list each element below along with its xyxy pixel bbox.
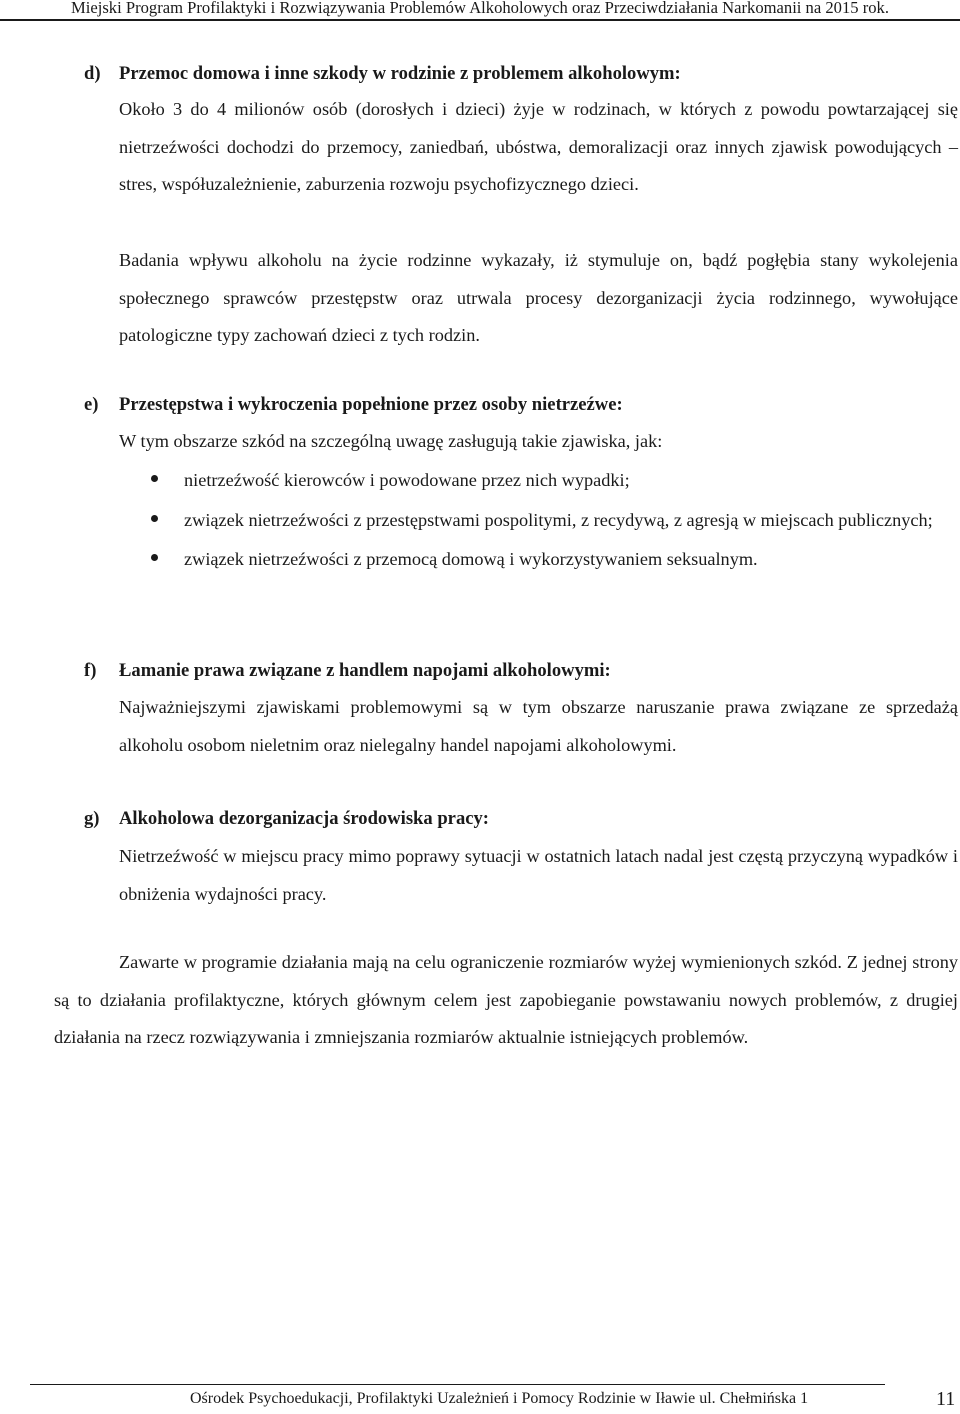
section-e-heading (84, 394, 623, 416)
section-d-heading (84, 63, 681, 85)
bullet-text: związek nietrzeźwości z przestępstwami pospolitymi, z recydywą, z agresją w miejscach publicznych; (184, 509, 933, 530)
section-e-bullet-list (119, 462, 958, 581)
bullet-icon (151, 554, 158, 561)
section-d-paragraph-1: Około 3 do 4 milionów osób (dorosłych i dzieci) żyje w rodzinach, w których z powodu powtarzającej się nietrzeźwości dochodzi do przemocy, zaniedbań, ubóstwa, demoralizacji oraz innych zjawisk powodujących – stres, współuzależnienie, zaburzenia rozwoju psychofizycznego dzieci. (119, 99, 958, 194)
list-item (119, 462, 958, 500)
section-e-letter: e) (84, 394, 99, 415)
closing-paragraph: Zawarte w programie działania mają na celu ograniczenie rozmiarów wyżej wymienionych szkód. Z jednej strony są to działania profilaktyczne, których głównym celem jest zapobieganie powstawaniu nowych problemów, z drugiej działania na rzecz rozwiązywania i zmniejszania rozmiarów aktualnie istniejących problemów. (54, 952, 958, 1047)
footer-text: Ośrodek Psychoedukacji, Profilaktyki Uzależnień i Pomocy Rodzinie w Iławie ul. Chełmińska 1 (190, 1390, 809, 1407)
page-number: 11 (936, 1388, 956, 1410)
section-g-heading (84, 808, 489, 830)
bullet-icon (151, 515, 158, 522)
section-e-intro: W tym obszarze szkód na szczególną uwagę zasługują takie zjawiska, jak: (119, 431, 663, 451)
bullet-icon (151, 475, 158, 482)
section-d-paragraph-2: Badania wpływu alkoholu na życie rodzinne wykazały, iż stymuluje on, bądź pogłębia stany wykolejenia społecznego sprawców przestępstw oraz utrwala procesy dezorganizacji życia rodzinnego, wywołujące patologiczne typy zachowań dzieci z tych rodzin. (119, 250, 958, 345)
section-g-title: Alkoholowa dezorganizacja środowiska pracy: (119, 808, 489, 829)
bullet-text: nietrzeźwość kierowców i powodowane przez nich wypadki; (184, 470, 630, 490)
section-d-title: Przemoc domowa i inne szkody w rodzinie z problemem alkoholowym: (119, 63, 681, 84)
bullet-text: związek nietrzeźwości z przemocą domową i wykorzystywaniem seksualnym. (184, 549, 758, 569)
running-header: Miejski Program Profilaktyki i Rozwiązywania Problemów Alkoholowych oraz Przeciwdziałania Narkomanii na 2015 rok. (71, 0, 889, 17)
section-e-title: Przestępstwa i wykroczenia popełnione przez osoby nietrzeźwe: (119, 394, 623, 415)
list-item (119, 502, 958, 540)
footer-divider (30, 1384, 885, 1385)
section-g-letter: g) (84, 808, 100, 829)
list-item (119, 541, 958, 579)
section-f-title: Łamanie prawa związane z handlem napojami alkoholowymi: (119, 660, 611, 681)
section-f-text: Najważniejszymi zjawiskami problemowymi są w tym obszarze naruszanie prawa związane ze sprzedażą alkoholu osobom nieletnim oraz nielegalny handel napojami alkoholowymi. (119, 697, 958, 755)
section-f-letter: f) (84, 660, 97, 681)
section-f-heading (84, 660, 611, 682)
header-divider (0, 19, 960, 21)
section-g-text: Nietrzeźwość w miejscu pracy mimo poprawy sytuacji w ostatnich latach nadal jest częstą przyczyną wypadków i obniżenia wydajności pracy. (119, 846, 958, 904)
section-d-letter: d) (84, 63, 101, 84)
